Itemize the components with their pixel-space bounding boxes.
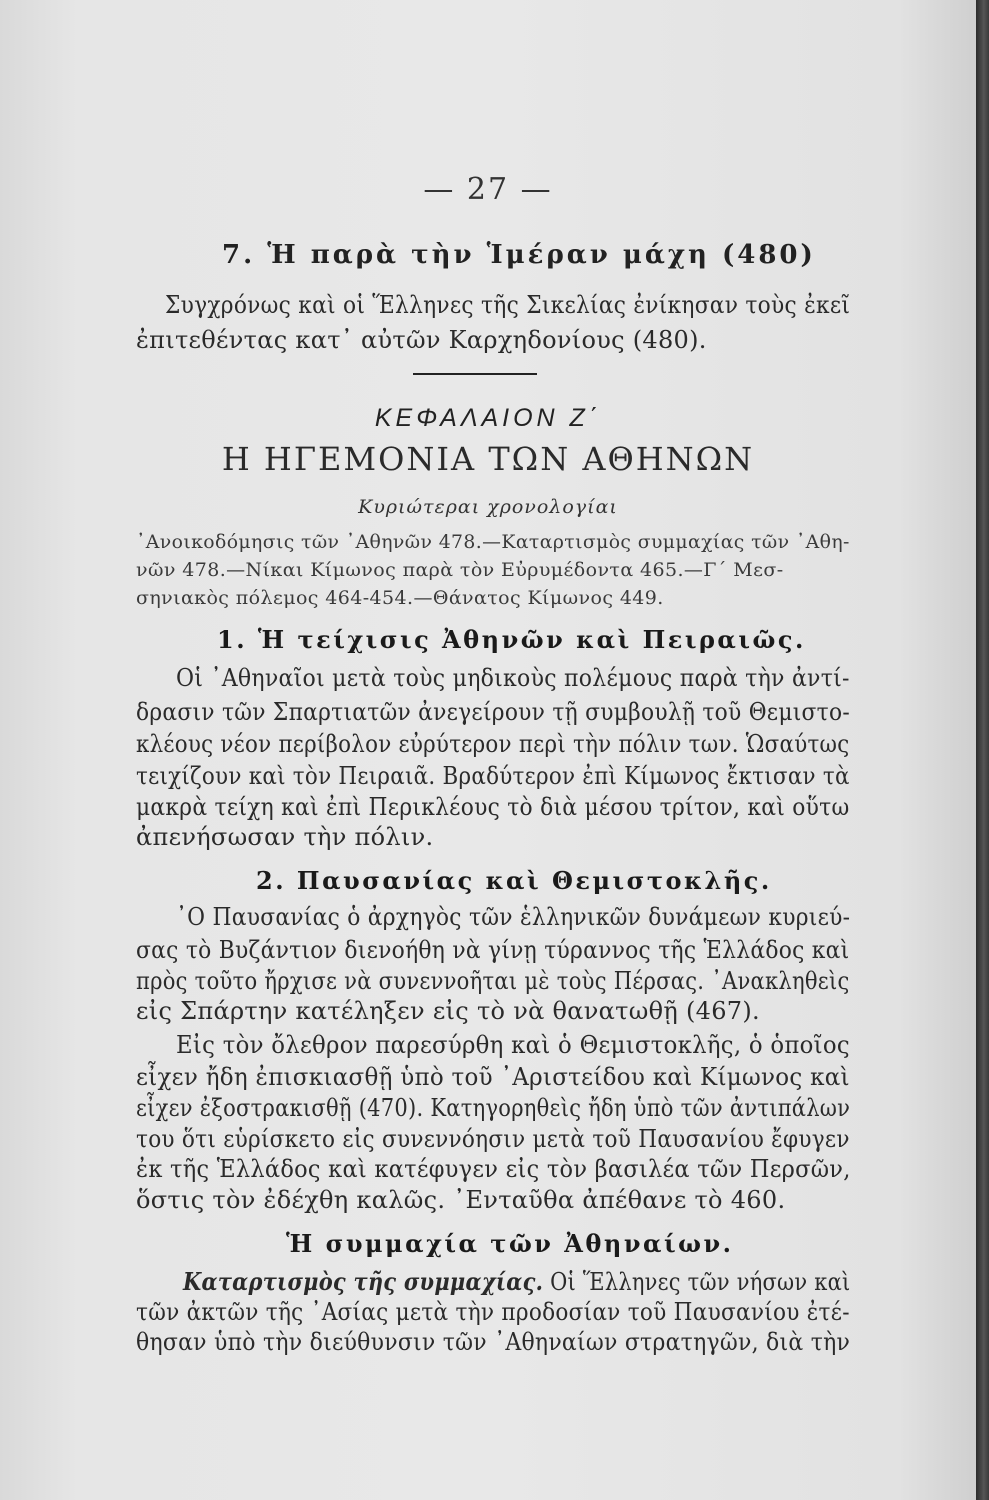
- section-2-line: ᾽Ο Παυσανίας ὁ ἀρχηγὸς τῶν ἑλληνικῶν δυνάμεων κυριεύ-: [176, 903, 851, 931]
- section-1-line: Οἱ ᾽Αθηναῖοι μετὰ τοὺς μηδικοὺς πολέμους παρὰ τὴν ἀντί-: [176, 664, 850, 692]
- section-7-heading: 7. Ἡ παρὰ τὴν Ἱμέραν μάχη (480): [222, 240, 816, 270]
- section-divider: [413, 373, 537, 375]
- section-1-line: τειχίζουν καὶ τὸν Πειραιᾶ. Βραδύτερον ἐπὶ Κίμωνος ἔκτισαν τὰ: [136, 762, 850, 790]
- section-1-line: δρασιν τῶν Σπαρτιατῶν ἀνεγείρουν τῇ συμβουλῇ τοῦ Θεμιστο-: [136, 698, 850, 726]
- section-2-line: εἶχεν ἐξοστρακισθῇ (470). Κατηγορηθεὶς ἤδη ὑπὸ τῶν ἀντιπάλων: [136, 1094, 851, 1122]
- section-1-heading: 1. Ἡ τείχισις Ἀθηνῶν καὶ Πειραιῶς.: [217, 625, 806, 654]
- chronology-line: νῶν 478.—Νίκαι Κίμωνος παρὰ τὸν Εὐρυμέδοντα 465.—Γ΄ Μεσ-: [136, 559, 784, 581]
- section-2-line: του ὅτι εὑρίσκετο εἰς συνεννόησιν μετὰ τοῦ Παυσανίου ἔφυγεν: [136, 1125, 850, 1153]
- section-3-line: τῶν ἀκτῶν τῆς ᾽Ασίας μετὰ τὴν προδοσίαν τοῦ Παυσανίου ἐτέ-: [136, 1298, 850, 1326]
- paragraph-lead: Καταρτισμὸς τῆς συμμαχίας.: [183, 1267, 544, 1296]
- chronology-line: ᾽Ανοικοδόμησις τῶν ᾽Αθηνῶν 478.—Καταρτισμὸς συμμαχίας τῶν ᾽Αθη-: [136, 531, 850, 553]
- section-7-line: Συγχρόνως καὶ οἱ Ἕλληνες τῆς Σικελίας ἐνίκησαν τοὺς ἐκεῖ: [165, 291, 851, 319]
- page-edge: [976, 0, 989, 1500]
- section-2-line: Εἰς τὸν ὄλεθρον παρεσύρθη καὶ ὁ Θεμιστοκλῆς, ὁ ὁποῖος: [176, 1031, 850, 1059]
- section-2-line: εἰς Σπάρτην κατέληξεν εἰς τὸ νὰ θανατωθῇ (467).: [136, 997, 760, 1025]
- section-1-line: κλέους νέον περίβολον εὐρύτερον περὶ τὴν πόλιν των. Ὡσαύτως: [136, 730, 850, 758]
- section-2-line: εἶχεν ἤδη ἐπισκιασθῇ ὑπὸ τοῦ ᾽Αριστείδου καὶ Κίμωνος καὶ: [136, 1063, 850, 1091]
- section-2-line: ὅστις τὸν ἐδέχθη καλῶς. ᾽Ενταῦθα ἀπέθανε τὸ 460.: [136, 1186, 786, 1214]
- chronology-subtitle: Κυριώτεραι χρονολογίαι: [358, 496, 618, 518]
- paragraph-lead-rest: Οἱ Ἕλληνες τῶν νήσων καὶ: [543, 1268, 851, 1296]
- section-2-line: σας τὸ Βυζάντιον διενοήθη νὰ γίνῃ τύραννος τῆς Ἑλλάδος καὶ: [136, 936, 850, 964]
- section-2-heading: 2. Παυσανίας καὶ Θεμιστοκλῆς.: [256, 866, 772, 895]
- chapter-label: ΚΕΦΑΛΑΙΟΝ Ζ΄: [374, 404, 602, 432]
- section-3-line: [183, 1267, 850, 1296]
- section-1-line: ἀπενήσωσαν τὴν πόλιν.: [136, 823, 434, 851]
- chapter-title: Η ΗΓΕΜΟΝΙΑ ΤΩΝ ΑΘΗΝΩΝ: [221, 440, 755, 478]
- section-2-line: πρὸς τοῦτο ἤρχισε νὰ συνεννοῆται μὲ τοὺς Πέρσας. ᾽Ανακληθεὶς: [136, 967, 850, 995]
- section-3-heading: Ἡ συμμαχία τῶν Ἀθηναίων.: [286, 1229, 734, 1258]
- section-7-line: ἐπιτεθέντας κατ᾽ αὐτῶν Καρχηδονίους (480).: [136, 326, 707, 354]
- section-1-line: μακρὰ τείχη καὶ ἐπὶ Περικλέους τὸ διὰ μέσου τρίτον, καὶ οὕτω: [136, 793, 850, 821]
- chronology-line: σηνιακὸς πόλεμος 464-454.—Θάνατος Κίμωνος 449.: [136, 587, 664, 609]
- section-2-line: ἐκ τῆς Ἑλλάδος καὶ κατέφυγεν εἰς τὸν βασιλέα τῶν Περσῶν,: [136, 1155, 851, 1183]
- section-3-line: θησαν ὑπὸ τὴν διεύθυνσιν τῶν ᾽Αθηναίων στρατηγῶν, διὰ τὴν: [136, 1328, 851, 1356]
- page-number: — 27 —: [423, 172, 553, 207]
